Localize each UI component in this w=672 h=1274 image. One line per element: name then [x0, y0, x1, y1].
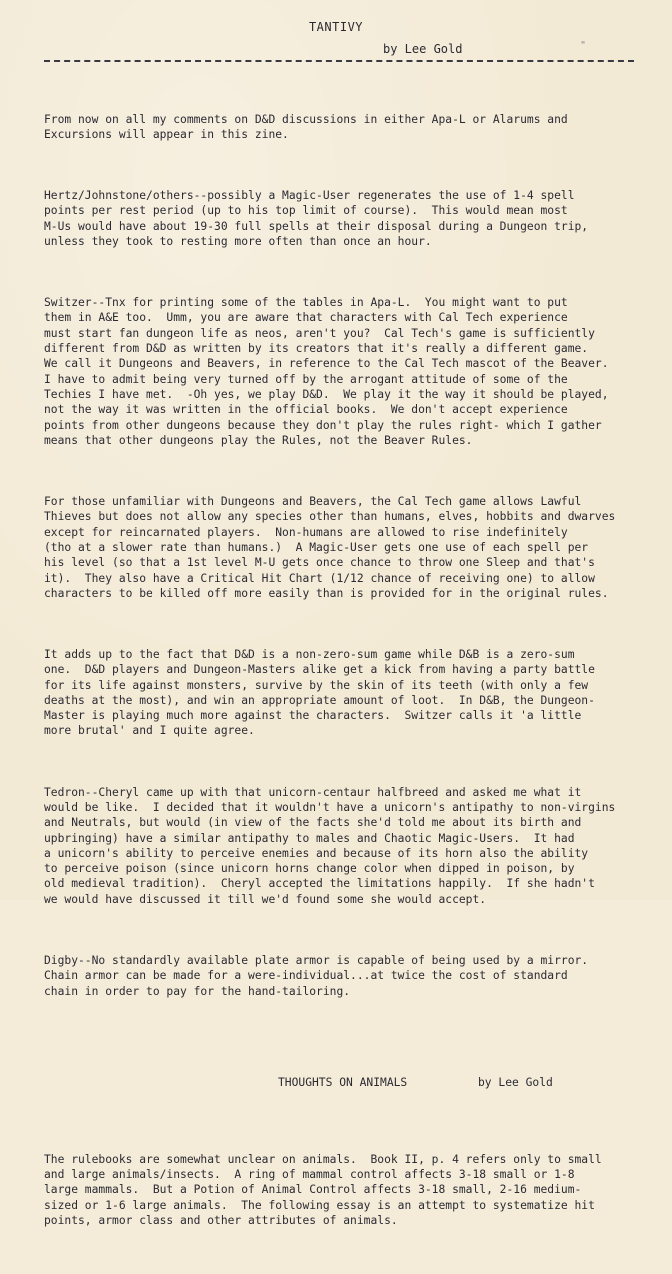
stray-mark: " [580, 40, 587, 51]
paragraph-dungeons-and-beavers: For those unfamiliar with Dungeons and Beavers, the Cal Tech game allows Lawful Thieves but does not allow any species other than humans, elves, hobbits and dwarves except for reincarnated players. Non-humans are allowed to rise indefinitely (tho at a slower rate than humans.) A Magic-User gets one use of each spell per his level (so that a 1st level M-U gets once chance to throw one Sleep and that's it). They also have a Critical Hit Chart (1/12 chance of receiving one) to allow characters to be killed off more easily than is provided for in the original rules. [44, 495, 616, 600]
paragraph-hertz: Hertz/Johnstone/others--possibly a Magic-User regenerates the use of 1-4 spell points per rest period (up to his top limit of course). This would mean most M-Us would have about 19-30 full spells at their disposal during a Dungeon trip, unless they took to resting more often than once an hour. [44, 189, 589, 248]
paragraph-zero-sum: It adds up to the fact that D&D is a non-zero-sum game while D&B is a zero-sum one. D&D players and Dungeon-Masters alike get a kick from having a party battle for its life against monsters, survive by the skin of its teeth (with only a few deaths at the most), and win an appropriate amount of loot. In D&B, the Dungeon- Master is playing much more against the characters. Switzer calls it 'a little more brutal' and I quite agree. [44, 647, 595, 738]
paragraph-digby: Digby--No standardly available plate armor is capable of being used by a mirror. Chain armor can be made for a were-individual...at twice the cost of standard chain in order to pay for the hand-tailoring. [44, 953, 589, 998]
zine-title: TANTIVY [308, 20, 364, 34]
paragraph-tedron: Tedron--Cheryl came up with that unicorn-centaur halfbreed and asked me what it would be like. I decided that it wouldn't have a unicorn's antipathy to non-virgins and Neutrals, but would (in view of the facts she'd told me about its birth and upbringing) have a similar antipathy to males and Chaotic Magic-Users. It had a unicorn's ability to perceive enemies and because of its horn also the ability to perceive poison (since unicorn horns change color when dipped in poison, by old medieval tradition). Cheryl accepted the limitations happily. If she hadn't we would have discussed it till we'd found some she would accept. [44, 785, 616, 906]
section-byline: by Lee Gold [478, 1076, 553, 1090]
paragraph-intro: From now on all my comments on D&D discussions in either Apa-L or Alarums and Excursions will appear in this zine. [44, 112, 568, 141]
author-byline: by Lee Gold [383, 42, 463, 56]
section-title: THOUGHTS ON ANIMALS [278, 1076, 408, 1090]
section-heading [44, 1075, 644, 1090]
body-text [44, 81, 644, 1274]
dashed-divider [44, 60, 634, 62]
paragraph-switzer: Switzer--Tnx for printing some of the tables in Apa-L. You might want to put them in A&E too. Umm, you are aware that characters with Cal Tech experience must start fan dungeon life as neos, aren't you? Cal Tech's game is sufficiently different from D&D as written by its creators that it's really a different game. We call it Dungeons and Beavers, in reference to the Cal Tech mascot of the Beaver. I have to admit being very turned off by the arrogant attitude of some of the Techies I have met. -Oh yes, we play D&D. We play it the way it should be played, not the way it was written in the official books. We don't accept experience points from other dungeons because they don't play the rules right- which I gather means that other dungeons play the Rules, not the Beaver Rules. [44, 296, 609, 447]
paragraph-animals: The rulebooks are somewhat unclear on animals. Book II, p. 4 refers only to small and large animals/insects. A ring of mammal control affects 3-18 small or 1-8 large mammals. But a Potion of Animal Control affects 3-18 small, 2-16 medium- sized or 1-6 large animals. The following essay is an attempt to systematize hit points, armor class and other attributes of animals. [44, 1152, 602, 1227]
